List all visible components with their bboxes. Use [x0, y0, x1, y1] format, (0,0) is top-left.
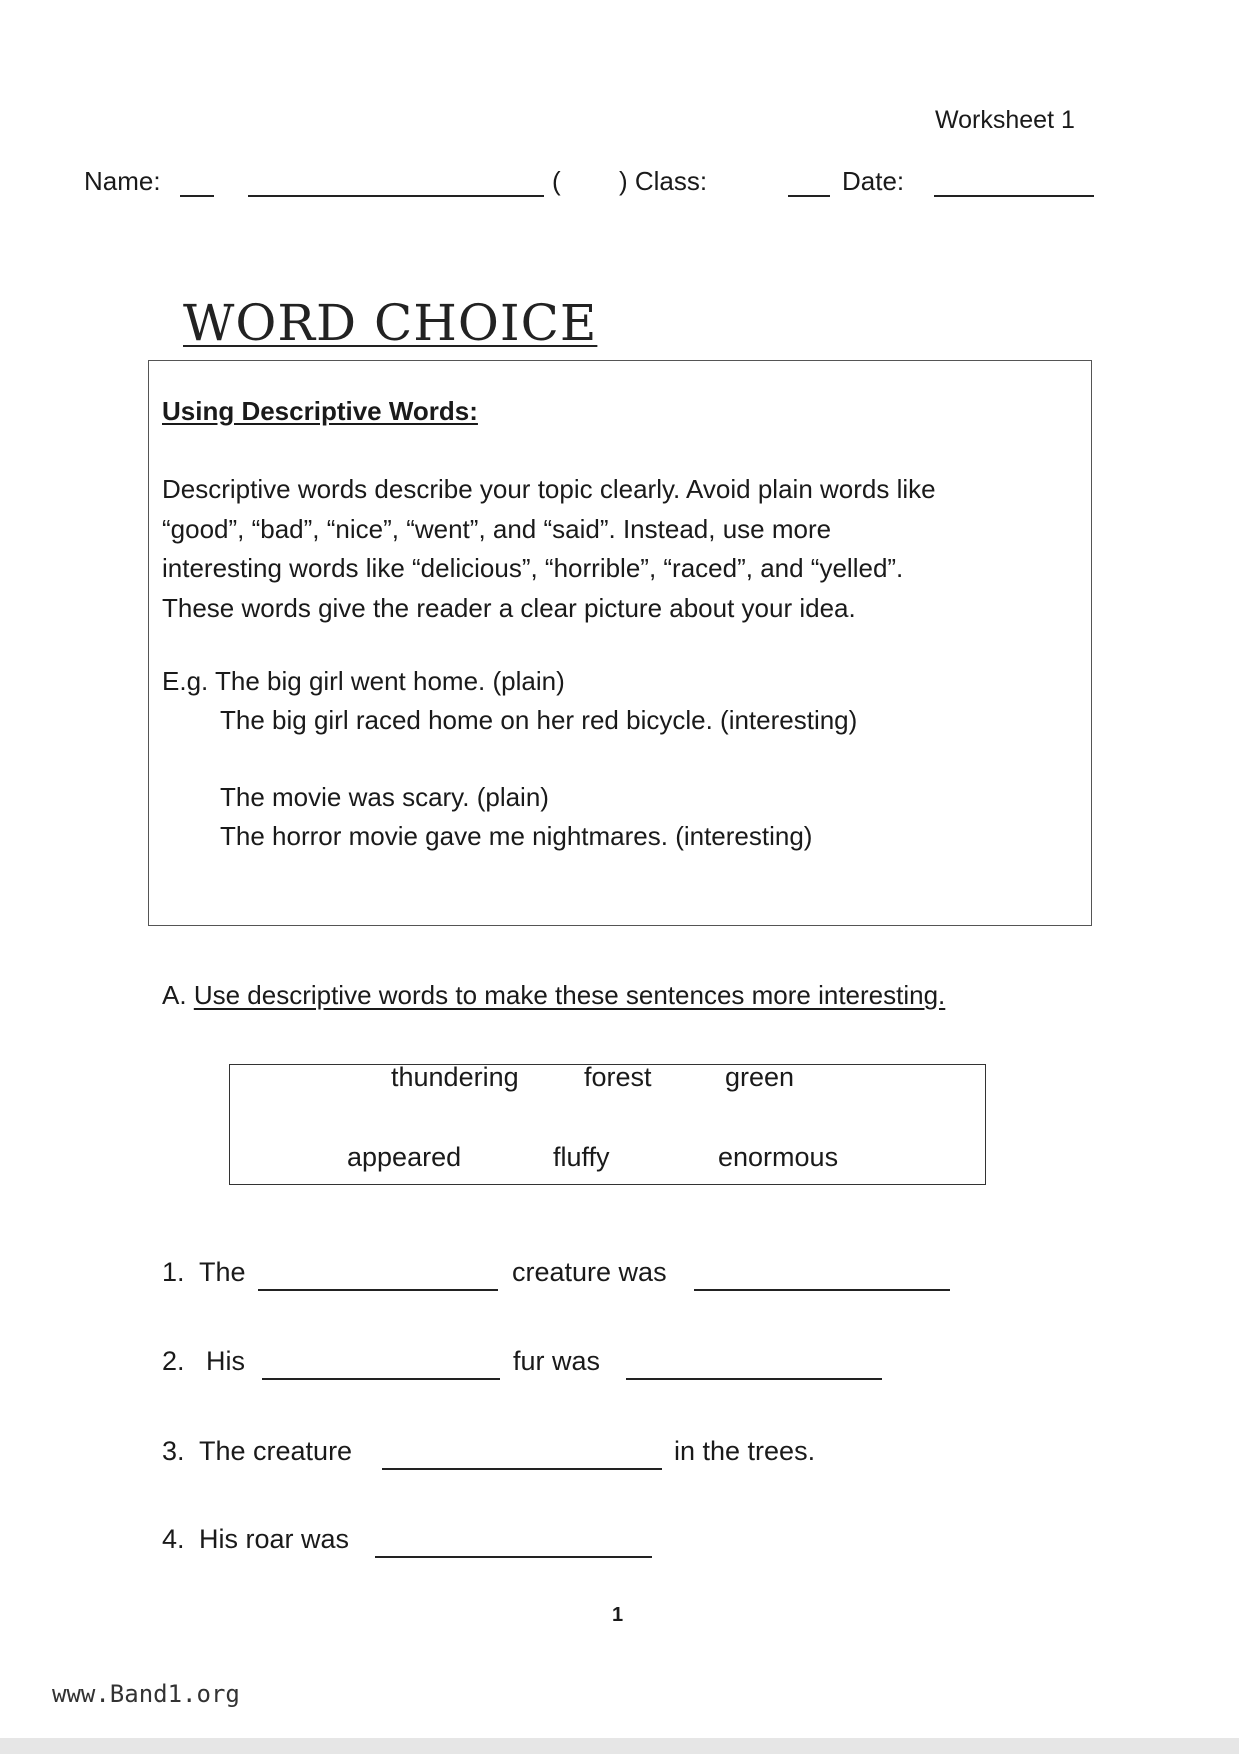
- index-open-paren: (: [552, 166, 561, 196]
- word-bank-item: enormous: [718, 1142, 839, 1172]
- word-bank-item: green: [725, 1062, 795, 1092]
- example-2-plain: The movie was scary. (plain): [220, 782, 549, 812]
- info-paragraph-line: These words give the reader a clear picture about your idea.: [162, 592, 856, 623]
- name-label: Name:: [84, 166, 161, 196]
- question-3-text-a: The creature: [199, 1436, 353, 1466]
- section-a-text: Use descriptive words to make these sentences more interesting.: [193, 980, 946, 1010]
- class-label: ) Class:: [619, 166, 708, 196]
- question-2-blank-2[interactable]: [626, 1378, 882, 1380]
- info-paragraph-line: “good”, “bad”, “nice”, “went”, and “said”. Instead, use more: [162, 513, 832, 544]
- name-field-line-1: [180, 195, 214, 197]
- section-a-letter: A.: [162, 980, 187, 1010]
- date-field-line: [934, 195, 1094, 197]
- info-paragraph-line: interesting words like “delicious”, “horrible”, “raced”, and “yelled”.: [162, 553, 904, 583]
- section-a-instruction: [162, 980, 945, 1011]
- question-1-text-a: The: [199, 1257, 246, 1287]
- question-1-number: 1.: [162, 1257, 185, 1287]
- question-1-blank-2[interactable]: [694, 1289, 950, 1291]
- example-1-interesting: The big girl raced home on her red bicycle. (interesting): [220, 705, 858, 735]
- scan-edge: [0, 1738, 1239, 1754]
- page-number: 1: [612, 1604, 624, 1626]
- word-bank-item: appeared: [347, 1142, 462, 1172]
- question-3-number: 3.: [162, 1436, 185, 1466]
- info-box-heading: Using Descriptive Words:: [162, 396, 478, 426]
- question-3-blank[interactable]: [382, 1468, 662, 1470]
- question-1-blank-1[interactable]: [258, 1289, 498, 1291]
- word-bank-item: fluffy: [553, 1142, 610, 1172]
- name-field-line-2: [248, 195, 544, 197]
- worksheet-label: Worksheet 1: [935, 106, 1075, 134]
- word-bank-item: thundering: [391, 1062, 519, 1092]
- question-2-text-a: His: [206, 1346, 245, 1376]
- site-watermark: www.Band1.org: [52, 1680, 240, 1708]
- question-4-text-a: His roar was: [199, 1524, 350, 1554]
- question-4-number: 4.: [162, 1524, 185, 1554]
- page-title: WORD CHOICE: [183, 294, 598, 352]
- example-2-interesting: The horror movie gave me nightmares. (interesting): [220, 821, 813, 851]
- question-2-number: 2.: [162, 1346, 185, 1376]
- question-3-text-b: in the trees.: [674, 1436, 816, 1466]
- info-paragraph: [162, 470, 1082, 628]
- question-2-text-b: fur was: [513, 1346, 601, 1376]
- example-1-plain: E.g. The big girl went home. (plain): [162, 666, 565, 696]
- question-4-blank[interactable]: [375, 1556, 652, 1558]
- class-field-line: [788, 195, 830, 197]
- word-bank-item: forest: [584, 1062, 652, 1092]
- info-paragraph-line: Descriptive words describe your topic clearly. Avoid plain words like: [162, 474, 936, 504]
- question-1-text-b: creature was: [512, 1257, 667, 1287]
- question-2-blank-1[interactable]: [262, 1378, 500, 1380]
- date-label: Date:: [842, 166, 905, 196]
